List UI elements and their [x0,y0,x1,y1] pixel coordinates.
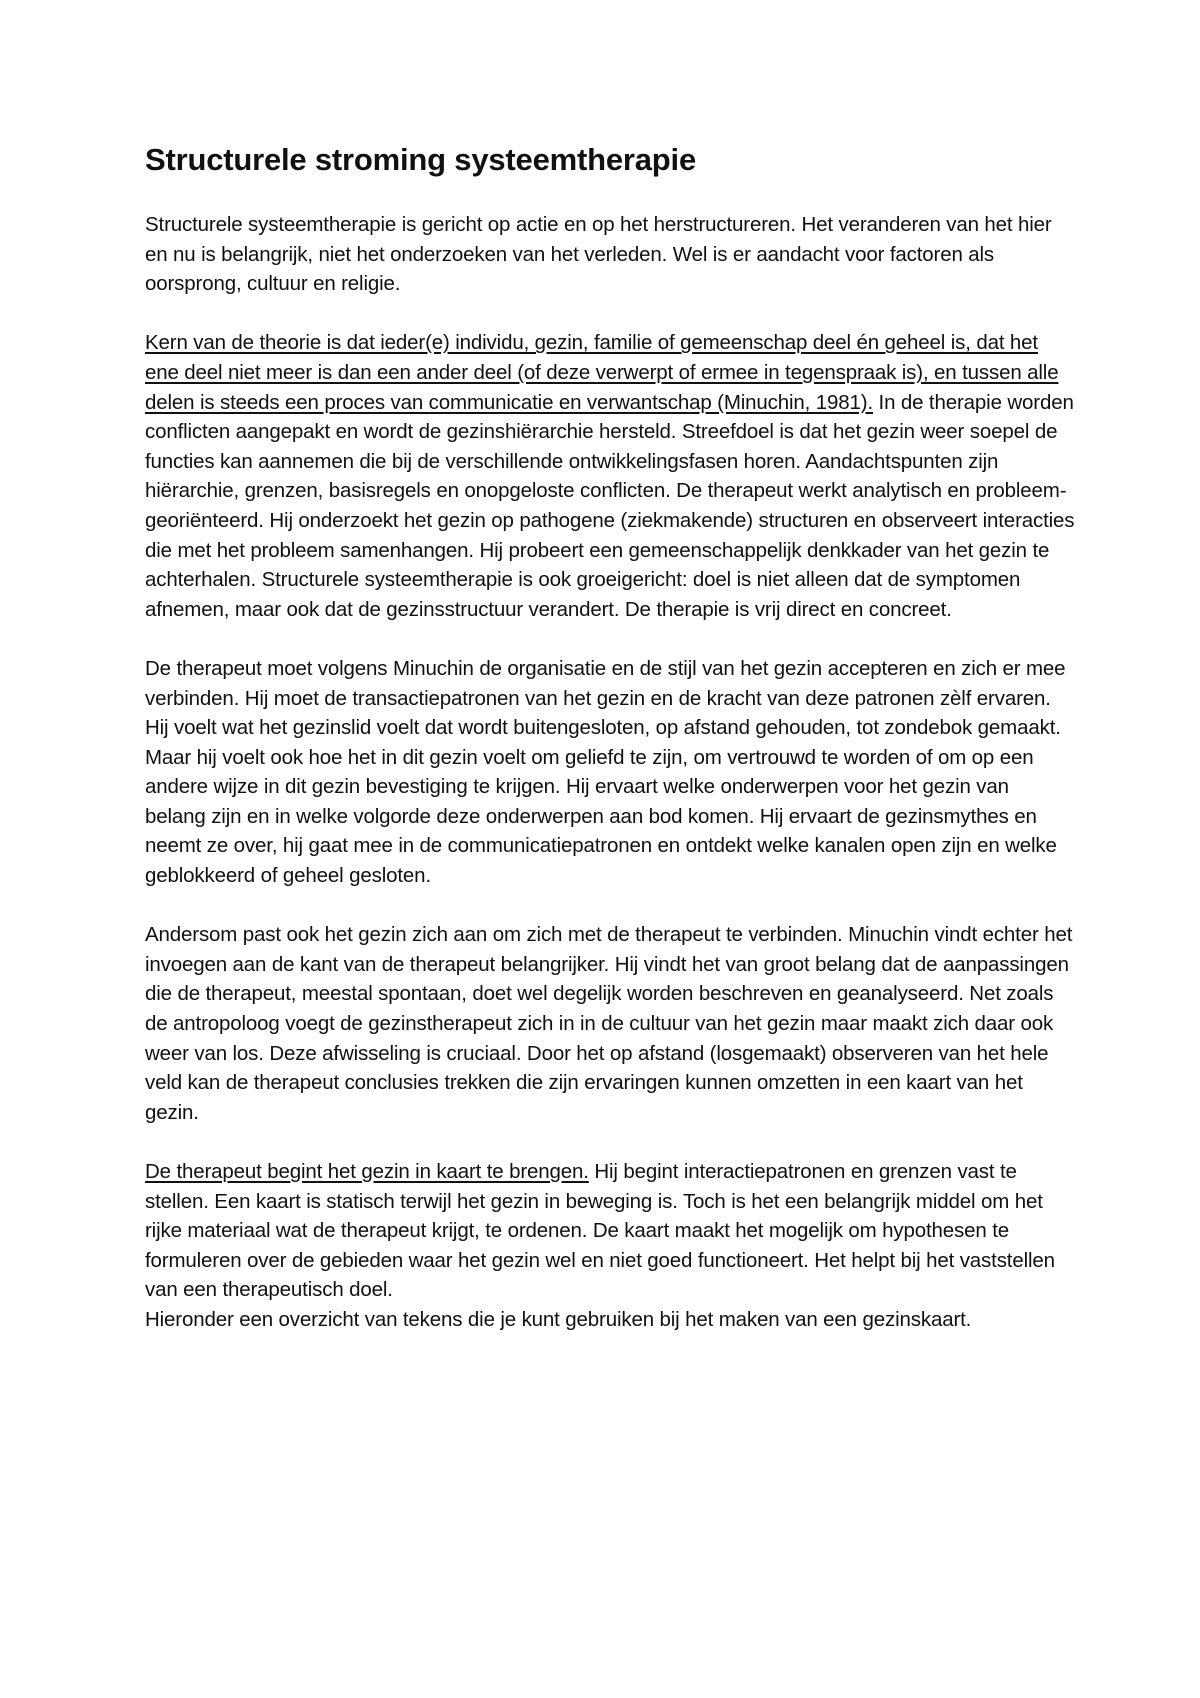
paragraph-text: Andersom past ook het gezin zich aan om zich met de therapeut te verbinden. Minuchin vindt echter het invoegen aan de kant van de therapeut belangrijker. Hij vindt het van groot belang dat de aanpassingen die de therapeut, meestal spontaan, doet wel degelijk worden beschreven en geanalyseerd. Net zoals de antropoloog voegt de gezinstherapeut zich in in de cultuur van het gezin maar maakt zich daar ook weer van los. Deze afwisseling is cruciaal. Door het op afstand (losgemaakt) observeren van het hele veld kan de therapeut conclusies trekken die zijn ervaringen kunnen omzetten in een kaart van het gezin. [145,923,1073,1124]
paragraph-family-adapts [145,920,1075,1127]
paragraph-text: Hij begint interactiepatronen en grenzen vast te stellen. Een kaart is statisch terwijl het gezin in beweging is. Toch is het een belangrijk middel om het rijke materiaal wat de therapeut krijgt, te ordenen. De kaart maakt het mogelijk om hypothesen te formuleren over de gebieden waar het gezin wel en niet goed functioneert. Het helpt bij het vaststellen van een therapeutisch doel. [145,1160,1055,1302]
paragraph-text: De therapeut moet volgens Minuchin de organisatie en de stijl van het gezin accepteren en zich er mee verbinden. Hij moet de transactiepatronen van het gezin en de kracht van deze patronen zèlf ervaren. Hij voelt wat het gezinslid voelt dat wordt buitengesloten, op afstand gehouden, tot zondebok gemaakt. Maar hij voelt ook hoe het in dit gezin voelt om geliefd te zijn, om vertrouwd te worden of om op een andere wijze in dit gezin bevestiging te krijgen. Hij ervaart welke onderwerpen voor het gezin van belang zijn en in welke volgorde deze onderwerpen aan bod komen. Hij ervaart de gezinsmythes en neemt ze over, hij gaat mee in de communicatiepatronen en ontdekt welke kanalen open zijn en welke geblokkeerd of geheel gesloten. [145,656,1066,888]
document-title: Structurele stroming systeemtherapie [145,142,696,177]
paragraph-therapist-joining [145,654,1075,891]
paragraph-text: Structurele systeemtherapie is gericht op actie en op het herstructureren. Het veranderen van het hier en nu is belangrijk, niet het onderzoeken van het verleden. Wel is er aandacht voor factoren als oorsprong, cultuur en religie. [145,213,1052,296]
paragraph-text: In de therapie worden conflicten aangepakt en wordt de gezinshiërarchie hersteld. Streefdoel is dat het gezin weer soepel de functies kan aannemen die bij de verschillende ontwikkelingsfasen horen. Aandachtspunten zijn hiërarchie, grenzen, basisregels en onopgeloste conflicten. De therapeut werkt analytisch en probleem-georiënteerd. Hij onderzoekt het gezin op pathogene (ziekmakende) structuren en observeert interacties die met het probleem samenhangen. Hij probeert een gemeenschappelijk denkkader van het gezin te achterhalen. Structurele systeemtherapie is ook groeigericht: doel is niet alleen dat de symptomen afnemen, maar ook dat de gezinsstructuur verandert. De therapie is vrij direct en concreet. [145,390,1075,621]
paragraph-overview-intro [145,1305,1075,1335]
underlined-text: De therapeut begint het gezin in kaart te brengen. [145,1160,589,1183]
paragraph-intro [145,210,1075,299]
document-page [145,140,1075,1364]
underlined-text: Kern van de theorie is dat ieder(e) individu, gezin, familie of gemeenschap deel én geheel is, dat het ene deel niet meer is dan een ander deel (of deze verwerpt of ermee in tegenspraak is), en tussen alle delen is steeds een proces van communicatie en verwantschap (Minuchin, 1981). [145,331,1059,414]
paragraph-text: Hieronder een overzicht van tekens die je kunt gebruiken bij het maken van een gezinskaart. [145,1307,972,1331]
paragraph-family-map [145,1157,1075,1305]
paragraph-theory-core [145,328,1075,624]
